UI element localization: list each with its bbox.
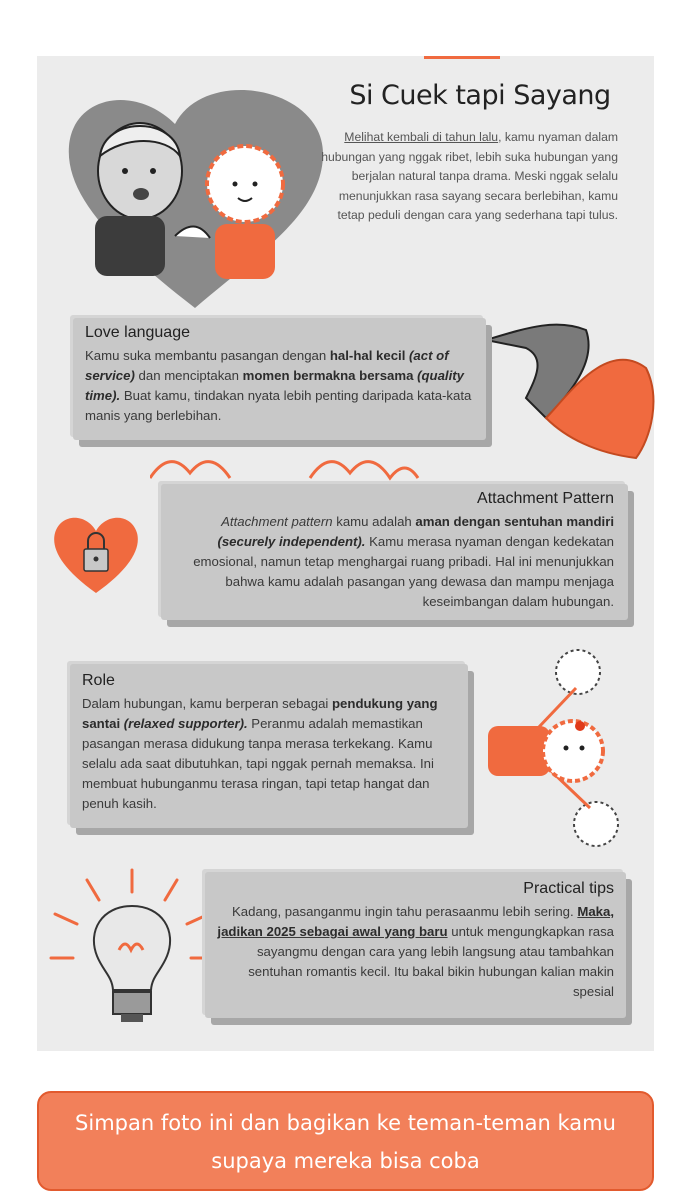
practical-tips-card xyxy=(205,872,626,1018)
couple-heart-illustration xyxy=(55,76,335,316)
lock-heart-icon xyxy=(51,513,141,595)
role-heading: Role xyxy=(82,672,115,689)
cheerleader-icon xyxy=(478,648,628,848)
tips-heading: Practical tips xyxy=(523,880,614,897)
intro-underlined: Melihat kembali di tahun lalu xyxy=(344,130,499,144)
attachment-heading: Attachment Pattern xyxy=(477,490,614,507)
share-cta-banner[interactable] xyxy=(37,1091,654,1191)
page-title: Si Cuek tapi Sayang xyxy=(349,80,611,111)
love-language-card xyxy=(73,318,486,440)
attachment-text: Attachment pattern kamu adalah aman dengan sentuhan mandiri (securely independent). Kamu merasa nyaman dengan kedekatan emosional, namun tetap menghargai ruang pribadi. Hal ini menunjukkan bahwa kamu adalah pasangan yang dewasa dan mampu menjaga keseimbangan dalam hubungan. xyxy=(193,514,614,609)
role-text: Dalam hubungan, kamu berperan sebagai pendukung yang santai (relaxed supporter). Peranmu adalah memastikan pasangan merasa didukung tanpa merasa terkekang. Kamu selalu ada saat dibutuhkan, tapi nggak pernah memaksa. Ini membuat hubunganmu terasa ringan, tapi tetap hangat dan penuh kasih. xyxy=(82,696,438,811)
attachment-pattern-card xyxy=(161,484,628,620)
intro-rest: , kamu nyaman dalam hubungan yang nggak ribet, lebih suka hubungan yang berjalan natural tanpa drama. Meski nggak selalu menunjukkan rasa sayang secara berlebihan, kamu tetap peduli dengan cara yang sederhana tapi tulus. xyxy=(321,130,618,222)
hand-heart-icon xyxy=(486,318,666,468)
lightbulb-icon xyxy=(47,866,217,1036)
intro-text xyxy=(318,128,618,226)
top-accent-bar xyxy=(424,56,500,59)
cta-line-1: Simpan foto ini dan bagikan ke teman-teman kamu xyxy=(75,1111,616,1135)
cta-line-2: supaya mereka bisa coba xyxy=(211,1149,480,1173)
love-language-text: Kamu suka membantu pasangan dengan hal-hal kecil (act of service) dan menciptakan momen bermakna bersama (quality time). Buat kamu, tindakan nyata lebih penting daripada kata-kata manis yang berlebihan. xyxy=(85,348,472,423)
love-language-heading: Love language xyxy=(85,324,190,341)
tips-text: Kadang, pasanganmu ingin tahu perasaanmu lebih sering. Maka, jadikan 2025 sebagai awal yang baru untuk mengungkapkan rasa sayangmu dengan cara yang lebih langsung atau tambahkan sentuhan romantis kecil. Itu bakal bikin hubungan kalian makin spesial xyxy=(217,904,614,999)
role-card xyxy=(70,664,468,828)
